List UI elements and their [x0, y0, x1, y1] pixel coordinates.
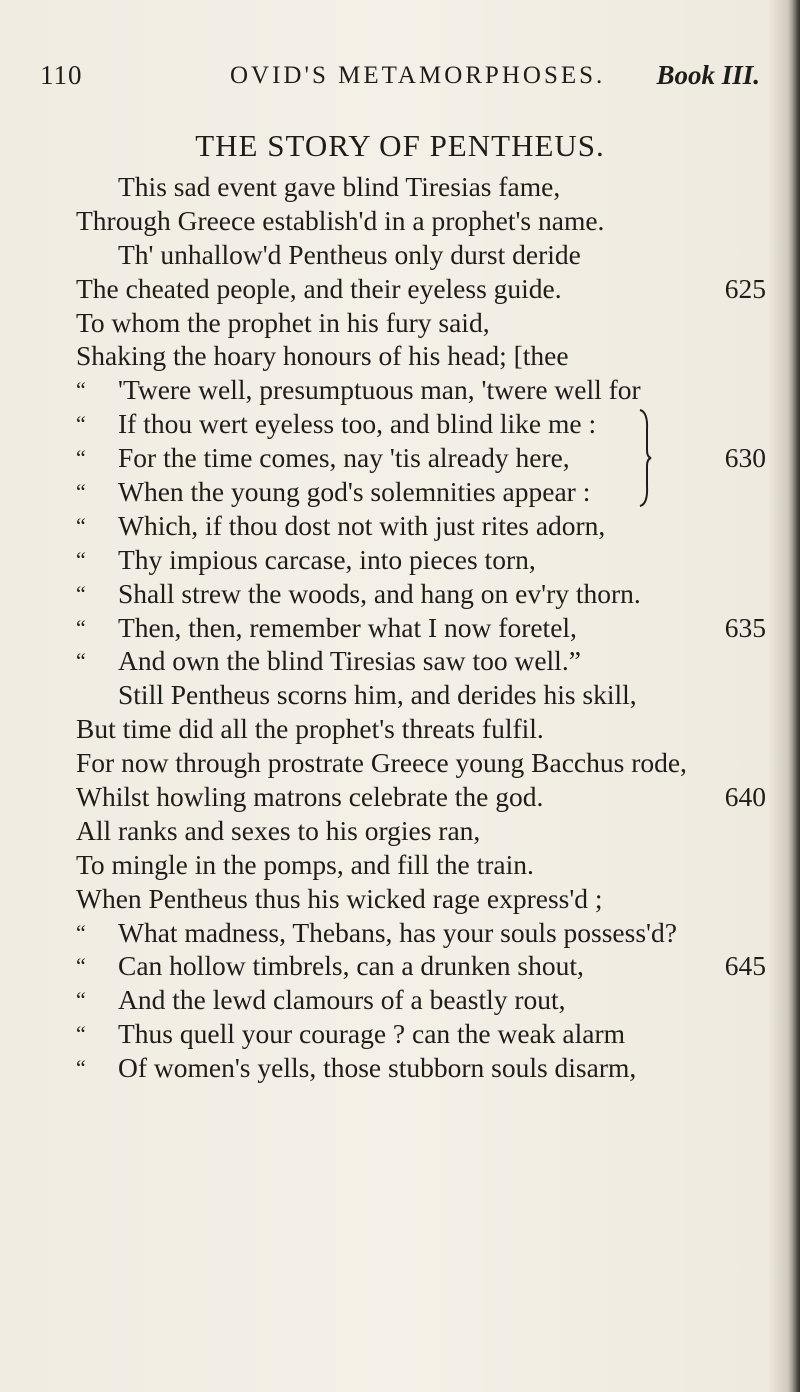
poem-line	[76, 238, 766, 272]
poem-line	[76, 644, 766, 678]
quote-mark: “	[76, 377, 86, 403]
running-head	[40, 60, 760, 100]
quote-mark: “	[76, 987, 86, 1013]
line-text: Through Greece establish'd in a prophet's name.	[76, 204, 605, 236]
quote-mark: “	[76, 479, 86, 505]
line-number: 625	[724, 272, 766, 304]
line-text: Which, if thou dost not with just rites adorn,	[118, 509, 606, 541]
poem-line	[76, 983, 766, 1017]
line-text: All ranks and sexes to his orgies ran,	[76, 814, 481, 846]
line-text: Whilst howling matrons celebrate the god.	[76, 781, 544, 813]
line-text: Of women's yells, those stubborn souls disarm,	[118, 1052, 637, 1084]
line-text: Thy impious carcase, into pieces torn,	[118, 543, 536, 575]
poem-line	[76, 712, 766, 746]
triplet-brace	[638, 408, 652, 508]
line-text: Shall strew the woods, and hang on ev'ry thorn.	[118, 577, 641, 609]
page-number: 110	[40, 60, 83, 90]
line-text: What madness, Thebans, has your souls possess'd?	[118, 916, 677, 948]
story-title: THE STORY OF PENTHEUS.	[195, 128, 605, 163]
poem-text	[76, 170, 766, 1085]
poem-line	[76, 509, 766, 543]
line-text: To mingle in the pomps, and fill the train.	[76, 848, 534, 880]
line-text: 'Twere well, presumptuous man, 'twere well for	[118, 374, 641, 406]
line-text: This sad event gave blind Tiresias fame,	[118, 171, 561, 202]
poem-line	[76, 848, 766, 882]
poem-line	[76, 949, 766, 983]
poem-line	[76, 746, 766, 780]
line-number: 640	[724, 781, 766, 813]
quote-mark: “	[76, 648, 86, 674]
quote-mark: “	[76, 445, 86, 471]
quote-mark: “	[76, 953, 86, 979]
poem-line	[76, 272, 766, 306]
poem-line	[76, 1017, 766, 1051]
quote-mark: “	[76, 512, 86, 538]
line-text: Th' unhallow'd Pentheus only durst deride	[118, 238, 581, 270]
poem-line	[76, 882, 766, 916]
line-number: 635	[724, 611, 766, 643]
line-text: For the time comes, nay 'tis already here,	[118, 442, 570, 474]
line-text: Shaking the hoary honours of his head; [thee	[76, 340, 569, 372]
line-text: And the lewd clamours of a beastly rout,	[118, 984, 566, 1016]
page-edge-shadow	[788, 0, 800, 1392]
poem-line	[76, 339, 766, 373]
line-number: 645	[724, 950, 766, 982]
poem-line	[76, 916, 766, 950]
poem-line	[76, 407, 766, 441]
poem-line	[76, 678, 766, 712]
book-label: Book III.	[656, 60, 760, 90]
line-text: When Pentheus thus his wicked rage express'd ;	[76, 882, 603, 914]
poem-line	[76, 780, 766, 814]
poem-line	[76, 204, 766, 238]
poem-line	[76, 441, 766, 475]
poem-line	[76, 1051, 766, 1085]
line-text: For now through prostrate Greece young Bacchus rode,	[76, 747, 687, 779]
poem-line	[76, 306, 766, 340]
poem-line	[76, 611, 766, 645]
poem-line	[76, 814, 766, 848]
line-text: Can hollow timbrels, can a drunken shout,	[118, 950, 584, 982]
quote-mark: “	[76, 546, 86, 572]
poem-line	[76, 373, 766, 407]
quote-mark: “	[76, 1021, 86, 1047]
quote-mark: “	[76, 919, 86, 945]
poem-line	[76, 475, 766, 509]
line-text: To whom the prophet in his fury said,	[76, 306, 490, 338]
line-text: If thou wert eyeless too, and blind like me :	[118, 408, 597, 440]
poem-line	[76, 577, 766, 611]
line-number: 630	[724, 442, 766, 474]
line-text: Thus quell your courage ? can the weak alarm	[118, 1018, 626, 1050]
quote-mark: “	[76, 1055, 86, 1081]
line-text: But time did all the prophet's threats fulfil.	[76, 713, 544, 745]
line-text: When the young god's solemnities appear :	[118, 476, 591, 508]
quote-mark: “	[76, 580, 86, 606]
quote-mark: “	[76, 411, 86, 437]
poem-line	[76, 543, 766, 577]
line-text: Still Pentheus scorns him, and derides his skill,	[118, 679, 637, 711]
poem-line	[76, 170, 766, 204]
line-text: And own the blind Tiresias saw too well.”	[118, 645, 581, 677]
quote-mark: “	[76, 614, 86, 640]
line-text: Then, then, remember what I now foretel,	[118, 611, 577, 643]
line-text: The cheated people, and their eyeless guide.	[76, 272, 562, 304]
running-title: OVID'S METAMORPHOSES.	[230, 62, 606, 89]
